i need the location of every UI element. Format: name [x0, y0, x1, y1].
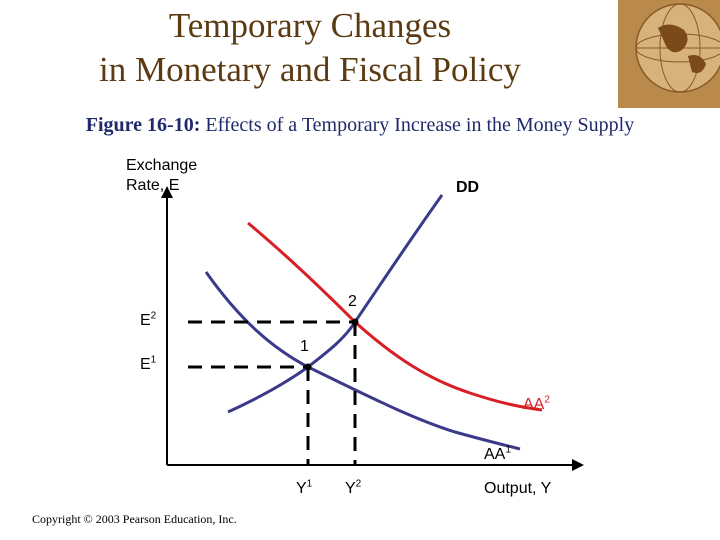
y-axis-label: [126, 156, 197, 196]
figure-label: Figure 16-10:: [85, 114, 201, 136]
e2-label-sup: 2: [150, 310, 157, 322]
y2-label-sup: 2: [355, 478, 362, 490]
y-axis-label-line1: Exchange: [126, 157, 198, 174]
slide-title-line2: in Monetary and Fiscal Policy: [99, 50, 521, 89]
y1-label-sup: 1: [306, 478, 313, 490]
slide-title-line1: Temporary Changes: [168, 6, 452, 45]
point-1-marker: [305, 364, 312, 371]
point-2-marker: [352, 319, 359, 326]
y2-label-base: Y: [345, 480, 356, 497]
aa2-label-sup: 2: [544, 394, 550, 406]
y-axis-label-line2: Rate, E: [126, 177, 180, 194]
e1-label-sup: 1: [150, 354, 157, 366]
aa1-curve: [206, 272, 520, 449]
aa2-curve: [248, 223, 542, 410]
point-2-label: 2: [348, 293, 357, 310]
x-axis-arrow: [572, 459, 584, 471]
y1-label-base: Y: [296, 480, 307, 497]
y1-label: [296, 480, 312, 498]
figure-title: Effects of a Temporary Increase in the Money Supply: [205, 114, 635, 136]
e2-label-base: E: [140, 312, 151, 329]
y2-label: [345, 480, 361, 498]
aa1-label-sup: 1: [505, 444, 511, 456]
e2-label: [140, 312, 156, 330]
e1-label-base: E: [140, 356, 151, 373]
x-axis-label: Output, Y: [484, 480, 552, 497]
aa2-label-base: AA: [523, 396, 545, 413]
aa1-label: [484, 446, 511, 464]
aa1-label-base: AA: [484, 446, 506, 463]
e1-label: [140, 356, 156, 374]
dd-label: DD: [456, 179, 480, 196]
aa2-label: [523, 396, 550, 414]
point-1-label: 1: [300, 338, 309, 355]
copyright-notice: Copyright © 2003 Pearson Education, Inc.: [32, 512, 237, 526]
